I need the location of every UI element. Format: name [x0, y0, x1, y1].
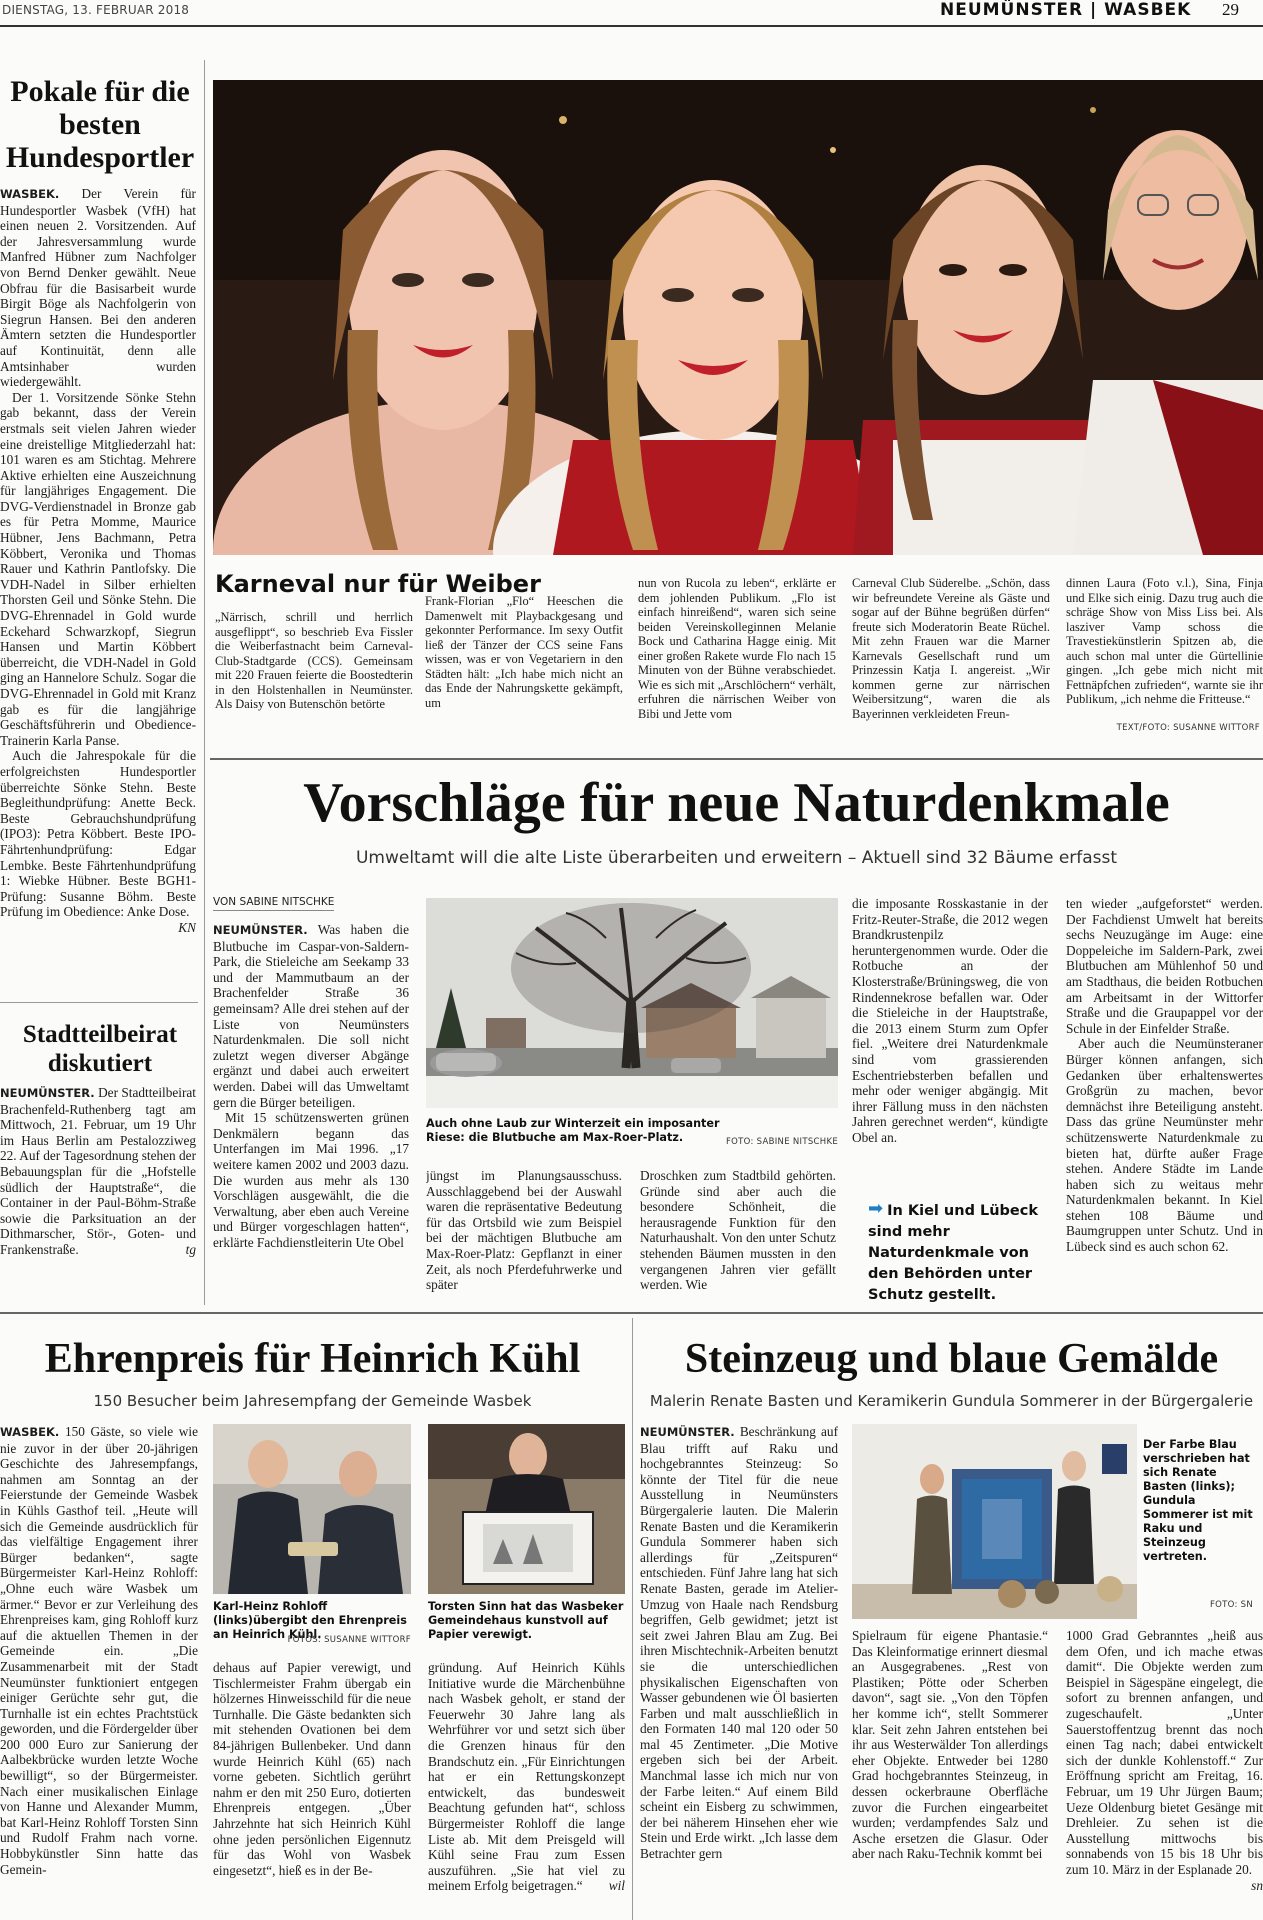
article-column: Droschken zum Stadtbild gehörten. Gründe sind aber auch die besondere Schönheit, die herausragende Funktion für den Naturhaushalt. Von den unter Schutz stehenden Bäumen mussten in den vergangenen Jahren vier gefällt werden. Wie [640, 1168, 836, 1293]
photo-credit: FOTOS: SUSANNE WITTORF [287, 1635, 411, 1645]
photo-caption: Torsten Sinn hat das Wasbeker Gemeindehaus kunstvoll auf Papier verewigt. [428, 1600, 624, 1641]
photo-credit: FOTO: SN [1209, 1600, 1253, 1610]
article-column: Frank-Florian „Flo“ Heeschen die Damenwelt mit Playbackgesang und gekonnter Performance. Im sexy Outfit ließ der Tänzer der CCS seine Fans wissen, was er von Vegetariern in den Städten hält: „Ich habe mich nicht an das Ende der Nahrungskette gekämpft, um [425, 594, 623, 710]
article-column: die imposante Rosskastanie in der Fritz-Reuter-Straße, die 2012 wegen Brandkrustenpilz heruntergenommen wurde. Oder die Rotbuche an der Klosterstraße/Brüningsweg, die von Rindennekrose befallen war. Oder die Stieleiche in der Hauptstraße, die 2013 einem Sturm zum Opfer fiel. „Weitere drei Naturdenkmale sind vom grassierenden Eschentriebsterben befallen und mehr oder weniger abgängig. Mit ihrer Fällung muss in den nächsten Jahren gerechnet werden“, kündigte Obel an. [852, 896, 1048, 1145]
article-column: „Närrisch, schrill und herrlich ausgeflippt“, so beschrieb Eva Fissler die Weiberfastnacht beim Carneval-Club-Stadtgarde (CCS). Gemeinsam mit 220 Frauen feierte die Boostedterin in den Holstenhallen in Neumünster. Als Daisy von Butenschön betörte [215, 610, 413, 711]
gemeindehaus-photo [428, 1424, 625, 1594]
photo-credit: TEXT/FOTO: SUSANNE WITTORF [1116, 723, 1260, 733]
article-column: ten wieder „aufgeforstet“ werden. Der Fachdienst Umwelt hat bereits sechs Neuzugänge im Auge: eine Doppeleiche im Saldern-Park, zwei Blutbuchen am Mühlenhof 50 und am Stadthaus, die beiden Rotbuchen am Arbeitsamt in der Wittorfer Straße und die Graupappel vor der Schule in der Einfelder Straße. Aber auch die Neumünsteraner Bürger können anfangen, sich Gedanken über erhaltenswertes Großgrün zu machen, bevor demnächst ihre Beteiligung ansteht. Dass das grüne Neumünster mehr schützenswerte Naturdenkmale zu bieten hat, dürfte außer Frage stehen. Andere Städte im Lande haben sich zu weitaus mehr Naturdenkmalen bekannt. In Kiel stehen 108 Bäume und Baumgruppen unter Schutz. Und in Lübeck sind es auch schon 62. [1066, 896, 1263, 1255]
column-divider [204, 60, 205, 1305]
divider [0, 1002, 198, 1003]
article-column: WASBEK. 150 Gäste, so viele wie nie zuvor in der über 20-jährigen Geschichte des Jahresempfangs, nahmen am Sonntag an der Feierstunde der Gemeinde Wasbek in Kühls Gasthof teil. „Heute will sich die Gemeinde ausdrücklich für das vielfältige Engagement ihrer Bürger bedanken“, sagte Bürgermeister Karl-Heinz Rohloff: „Ohne euch wäre Wasbek um ärmer.“ Bevor er zur Verleihung des Ehrenpreises kam, ging Rohloff kurz auf die aktuellen Themen in der Gemeinde ein. „Die Zusammenarbeit mit der Stadt Neumünster funktioniert entgegen einiger Gerüchte sehr gut, die Turnhalle ist ein echtes Prachtstück geworden, und die Fördergelder über 200 000 Euro zur Sanierung der Aalbekbrücke wurden letzte Woche bewilligt“, so der Bürgermeister. Nach einer musikalischen Einlage von Hanne und Alexander Mumm, bat Karl-Heinz Rohloff Torsten Sinn und Rudolf Frahm nach vorne. Hobbykünstler Sinn hatte das Gemein- [0, 1424, 198, 1877]
article-subhead: Umweltamt will die alte Liste überarbeiten und erweitern – Aktuell sind 32 Bäume erfasst [355, 848, 1118, 868]
article-column: Spielraum für eigene Phantasie.“ Das Kleinformatige erinnert diesmal an Ausgegrabenes. „Rest von Plastiken; Pötte oder Scherben davon“, sagt sie. „Von den Töpfen her komme ich“, stellt Sommerer klar. Seit zehn Jahren entstehen bei ihr aus Westerwälder Ton allerdings eher Objekte. Entweder bei 1280 Grad hochgebranntes Steinzeug, in dessen ockerbraune Oberfläche zuvor die Furchen eingearbeitet wurden; verdampfendes Salz und Asche ersetzen die Glasur. Oder aber nach Raku-Technik kommt bei [852, 1628, 1048, 1862]
page-number: 29 [1222, 0, 1239, 19]
article-column: jüngst im Planungsausschuss. Ausschlaggebend bei der Auswahl waren die repräsentative Bedeutung für das Ortsbild wie zum Beispiel bei der mächtigen Blutbuche am Max-Roer-Platz: Gepflanzt in einer Zeit, als noch Pferdefuhrwerke und später [426, 1168, 622, 1293]
paragraph: Der Verein für Hundesportler Wasbek (VfH) hat einen neuen 2. Vorsitzenden. Auf der Jahresversammlung wurde Manfred Hübner zum Nachfolger von Bernd Denker gewählt. Neue Obfrau für die Basisarbeit wurde Birgit Böge als Nachfolgerin von Siegrun Hansen. Bei den anderen Ämtern setzten die Hundesportler auf Kontinuität, denn alle Amtsinhaber wurden wiedergewählt. [0, 186, 196, 390]
photo-caption: Der Farbe Blau verschrieben hat sich Renate Basten (links); Gundula Sommerer ist mit Raku und Steinzeug vertreten. [1143, 1438, 1253, 1563]
article-column: Carneval Club Süderelbe. „Schön, dass wir befreundete Vereine als Gäste und sogar auf der Bühne begrüßen dürfen“ freute sich Moderatorin Beate Rüchel. Mit zehn Frauen war die Marner Karnevals Gesellschaft rund um Prinzessin Katja I. angereist. „Wir kommen gerne zur närrischen Weibersitzung“, waren die als Bayerinnen verkleideten Freun- [852, 576, 1050, 721]
author-initials: sn [1251, 1877, 1263, 1893]
section-title: NEUMÜNSTER | WASBEK [940, 0, 1192, 20]
article-column: NEUMÜNSTER. Was haben die Blutbuche im Caspar-von-Saldern-Park, die Stieleiche am Seekamp 33 und der Mammutbaum an der Brachenfelder Straße 36 gemeinsam? Alle drei stehen auf der Liste von Neumünsters Naturdenkmalen. Die soll nicht zuletzt wegen diverser Abgänge ergänzt und dabei auch erweitert werden. Dabei will das Umweltamt gern die Bürger beteiligen. Mit 15 schützenswerten grünen Denkmälern begann das Unterfangen im Mai 1996. „17 weitere kamen 2002 und 2003 dazu. Die wurden aus mehr als 130 Vorschlägen ausgewählt, die die Verwaltung, aber eben auch Vereine und Bürger vorgeschlagen hatten“, erklärte Fachdienstleiterin Ute Obel [213, 922, 409, 1250]
article-headline: Ehrenpreis für Heinrich Kühl [44, 1336, 581, 1382]
article-headline: Vorschläge für neue Naturdenkmale [303, 772, 1170, 834]
article-column: 1000 Grad Gebranntes „heiß aus dem Ofen, und ich mache etwas damit“. Die Objekte werden zum Beispiel in Sägespäne eingelegt, die sofort zu brennen anfangen, und zugeschaufelt. „Unter Sauerstoffentzug brennt das noch einen Tag nach; dabei entwickelt sich der dunkle Kohlenstoff.“ Zur Eröffnung spricht am Freitag, 16. Februar, um 19 Uhr Jürgen Baum; Ueze Oldenburg bietet Gesänge mit Drehleier. Zu sehen ist die Ausstellung mittwochs bis sonnabends von 15 bis 18 Uhr bis zum 10. März in der Esplanade 20. sn [1066, 1628, 1263, 1893]
author-initials: wil [608, 1878, 625, 1894]
photo-credit: FOTO: SABINE NITSCHKE [725, 1137, 838, 1147]
divider [0, 1312, 1263, 1314]
paragraph: Auch die Jahrespokale für die erfolgreichsten Hundesportler überreichte Sönke Stehn. Beste Begleithundprüfung: Anette Beck. Beste Gebrauchshundprüfung (IPO3): Petra Köbbert. Beste IPO-Fährtenhundprüfung: Edgar Lembke. Beste Fährtenhundprüfung 1: Wiebke Hübner. Beste BGH1-Prüfung: Susanne Böhm. Beste Prüfung im Obedience: Anke Dose. [0, 748, 196, 920]
ehrenpreis-photo [213, 1424, 411, 1594]
blutbuche-photo [426, 898, 838, 1108]
byline: VON SABINE NITSCHKE [213, 896, 334, 911]
article-column: nun von Rucola zu leben“, erklärte er dem johlenden Publikum. „Flo ist einfach hinreißend“, waren sich seine beiden Vereinskolleginnen Melanie Bock und Catharina Hagge einig. Mit einer großen Rakete wurde Flo nach 15 Minuten von der Bühne verabschiedet. Wie es sich mit „Arschlöchern“ verhält, erfuhren die närrischen Weiber von Bibi und Jette vom [638, 576, 836, 721]
paragraph: Der Stadtteilbeirat Brachenfeld-Ruthenberg tagt am Mittwoch, 21. Februar, um 19 Uhr im Haus Berlin am Pestalozziweg 22. Auf der Tagesordnung stehen der Bebauungsplan für die „Hofstelle südlich der Hauptstraße“, die Container in der Paul-Böhm-Straße sowie die Parksituation an der Dithmarscher, Stör-, Goten- und Frankenstraße. [0, 1085, 196, 1257]
article-column: dinnen Laura (Foto v.l.), Sina, Finja und Elke sich einig. Dazu trug auch die schräge Show von Miss Liss bei. Als lasziver Vamp schoss die Travestiekünstlerin Spitzen ab, die auch schon mal unter die Gürtellinie gingen. „Ich gebe mich nicht mit Fettnäpfchen zufrieden“, warnte sie ihr Publikum, „ich nehme die Fritteuse.“ [1066, 576, 1263, 706]
article-headline: Stadtteilbeirat diskutiert [22, 1021, 178, 1077]
article-headline: Karneval nur für Weiber [215, 570, 541, 598]
photo-caption: Auch ohne Laub zur Winterzeit ein imposanter Riese: die Blutbuche am Max-Roer-Platz. [426, 1117, 720, 1144]
issue-date: DIENSTAG, 13. FEBRUAR 2018 [2, 3, 190, 17]
divider [210, 758, 1263, 760]
article-column: NEUMÜNSTER. Beschränkung auf Blau trifft auf Raku und hochgebranntes Steinzeug: So könnte der Titel für die neue Ausstellung in Neumünsters Bürgergalerie lauten. Die Malerin Renate Basten und die Keramikerin Gundula Sommerer haben sich allerdings für „Zeitspuren“ entschieden. Fünf Jahre lang hat sich Renate Basten, gerade im Atelier-Umzug von Haale nach Rendsburg begriffen, Gelb gewidmet; jetzt ist seit zwei Jahren Blau am Zug. Bei ihren Mischtechnik-Arbeiten benutzt sie die unterschiedlichen physikalischen Eigenschaften von Wasser gebundenen wie Öl basierten Farben und malt ausschließlich in den Formaten 140 mal 120 oder 50 mal 45 Zentimeter. „Die Motive ergeben sich bei der Arbeit. Manchmal lasse ich mich nur von der Farbe leiten.“ Auf einem Bild scheint ein Eisberg zu schwimmen, der bei näherem Hinsehen eher wie Stein und Erde wirkt. „Ich lasse dem Betrachter gern [640, 1424, 838, 1862]
dateline: WASBEK. [0, 187, 60, 201]
author-initials: tg [185, 1241, 196, 1257]
article-column: dehaus auf Papier verewigt, und Tischlermeister Frahm übergab ein hölzernes Hinweisschild für die neue Turnhalle. Die Gäste bedankten sich mit stehenden Ovationen bei dem 84-jährigen Bullenbeker. Und dann wurde Heinrich Kühl (65) nach vorne gebeten. Sichtlich gerührt nahm er den mit 250 Euro, dotierten Ehrenpreis entgegen. „Über Jahrzehnte hat sich Heinrich Kühl ohne jeden persönlichen Eigennutz für das Wohl von Wasbek eingesetzt“, hieß es in der Be- [213, 1660, 411, 1878]
column-divider [632, 1318, 633, 1920]
article-body [0, 186, 196, 994]
article-headline: Steinzeug und blaue Gemälde [684, 1336, 1219, 1382]
photo-caption: Karl-Heinz Rohloff (links)übergibt den Ehrenpreis an Heinrich Kühl. [213, 1600, 407, 1641]
article-body [0, 1085, 196, 1295]
article-subhead: 150 Besucher beim Jahresempfang der Gemeinde Wasbek [93, 1392, 532, 1410]
article-subhead: Malerin Renate Basten und Keramikerin Gundula Sommerer in der Bürgergalerie [649, 1392, 1254, 1410]
arrow-right-icon: ➡ [868, 1198, 884, 1219]
karneval-photo [213, 80, 1263, 555]
info-box: ➡ In Kiel und Lübeck sind mehr Naturdenkmale von den Behörden unter Schutz gestellt. [868, 1198, 1039, 1303]
dateline: NEUMÜNSTER. [0, 1086, 95, 1100]
paragraph: Der 1. Vorsitzende Sönke Stehn gab bekannt, dass der Verein erstmals seit vielen Jahren wieder eine dreistellige Mitgliederzahl hat: 101 waren es am Stichtag. Mehrere Aktive erhielten eine Auszeichnung für langjähriges Engagement. Die DVG-Verdienstnadel in Bronze gab es für Petra Momme, Maurice Hübner, Jens Bachmann, Petra Köbbert, Veronika und Thomas Rauer und Kathrin Pantlofsky. Die VDH-Nadel in Silber erhielten Thorsten Geil und Sönke Stehn. Die DVG-Ehrennadel in Gold wurde Eckehard Schwarzkopf, Siegrun Hansen und Martin Köbbert überreicht, die VDH-Nadel in Gold ging an Hannelore Schulz. Sogar die DVG-Ehrennadel in Gold mit Kranz gab es für die langjährige Geschäftsführerin und Obedience-Trainerin Karla Panse. [0, 389, 196, 748]
ausstellung-photo [852, 1424, 1137, 1619]
article-headline: Pokale für die besten Hundesportler [5, 75, 195, 174]
author-initials: KN [178, 919, 196, 935]
header-rule [0, 25, 1263, 27]
article-column: gründung. Auf Heinrich Kühls Initiative wurde die Märchenbühne nach Wasbek geholt, er stand der Feuerwehr 30 Jahre lang als Wehrführer vor und setzt sich über die Grenzen hinaus für den Brandschutz ein. „Für Einrichtungen hat er ein Rettungskonzept entwickelt, das bundesweit Beachtung gefunden hat“, schloss Bürgermeister Rohloff die lange Liste ab. Mit dem Preisgeld will Kühl seine Frau zum Essen auszuführen. „Sie hat viel zu meinem Erfolg beigetragen.“ wil [428, 1660, 625, 1894]
